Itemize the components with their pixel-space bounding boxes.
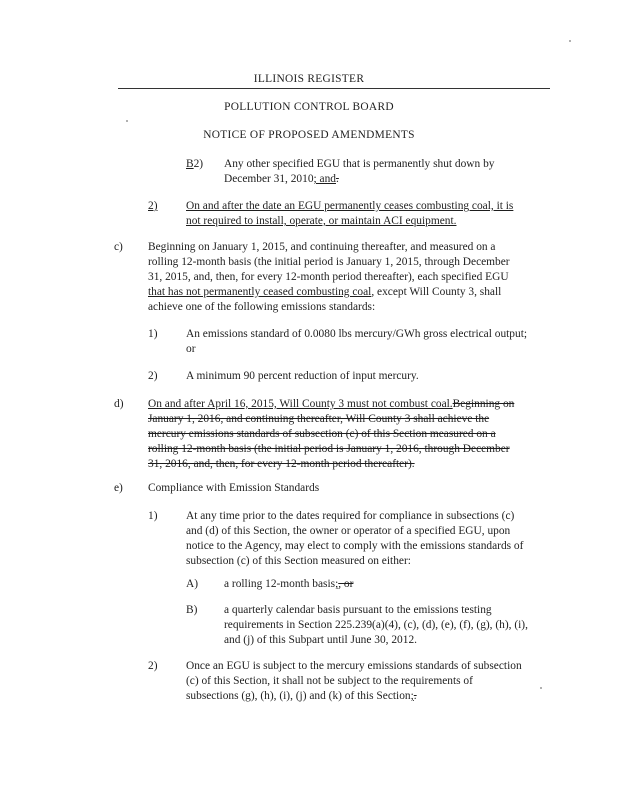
d-inserted: On and after April 16, 2015, Will County 3 must not combust coal. — [148, 398, 453, 410]
e-sub-2-line-3 — [186, 689, 417, 704]
e-sub-2-deleted: . — [413, 690, 417, 702]
c-line-3: 31, 2015, and, then, for every 12-month period thereafter), each specified EGU — [148, 271, 509, 283]
e-sub-2-inserted: ; — [410, 690, 414, 702]
header-rule — [118, 88, 550, 89]
c-line-1: Beginning on January 1, 2015, and continuing thereafter, and measured on a — [148, 241, 496, 253]
e-B-line-3: and (j) of this Subpart until June 30, 2012. — [224, 634, 417, 646]
d-deleted-2: January 1, 2016, and continuing thereafter, Will County 3 shall achieve the — [148, 413, 490, 425]
c-line-4 — [148, 285, 501, 300]
e-sub-2-line-1: Once an EGU is subject to the mercury emissions standards of subsection — [186, 660, 522, 672]
d-deleted-4: rolling 12-month basis (the initial period is January 1, 2016, through December — [148, 443, 510, 455]
b2-text: December 31, 2010 — [224, 173, 314, 185]
e-sub-2-label: 2) — [148, 660, 158, 672]
e-title: Compliance with Emission Standards — [148, 482, 320, 494]
item-2-aci-label: 2) — [148, 200, 158, 212]
b2-line-1: Any other specified EGU that is permanently shut down by — [224, 158, 495, 170]
e-sub-1-label: 1) — [148, 510, 158, 522]
item-b2-label — [186, 157, 203, 172]
d-deleted-3: mercury emissions standards of subsection (c) of this Section measured on a — [148, 428, 496, 440]
e-B-line-1: a quarterly calendar basis pursuant to the emissions testing — [224, 604, 492, 616]
b2-label-inserted: B — [186, 158, 194, 170]
scan-speck — [126, 120, 128, 122]
e-A-deleted: , or — [338, 578, 354, 590]
scan-speck — [569, 40, 571, 42]
b2-line-2 — [224, 172, 339, 187]
c-sub-1-label: 1) — [148, 328, 158, 340]
e-A-inserted: ; — [335, 578, 339, 590]
aci-line-1: On and after the date an EGU permanently ceases combusting coal, it is — [186, 200, 514, 212]
c-sub-2-line-1: A minimum 90 percent reduction of input mercury. — [186, 370, 419, 382]
c-line-5: achieve one of the following emissions standards: — [148, 301, 376, 313]
section-e-label: e) — [114, 482, 123, 494]
notice-title: NOTICE OF PROPOSED AMENDMENTS — [203, 129, 415, 141]
e-sub-1-line-2: and (d) of this Section, the owner or operator of a specified EGU, upon — [186, 525, 511, 537]
e-sub-1-line-4: subsection (c) of this Section measured on either: — [186, 555, 411, 567]
c-inserted: that has not permanently ceased combusting coal — [148, 286, 372, 298]
b2-label-rest: 2) — [193, 158, 204, 170]
e-A-body: a rolling 12-month basis — [224, 578, 336, 590]
scan-speck — [540, 687, 542, 689]
c-sub-1-line-2: or — [186, 343, 196, 355]
d-deleted-5: 31, 2016, and, then, for every 12-month period thereafter). — [148, 458, 415, 470]
e-sub-1-line-3: notice to the Agency, may elect to comply with the emissions standards of — [186, 540, 524, 552]
e-A-text — [224, 577, 353, 592]
e-sub-2-line-2: (c) of this Section, it shall not be subject to the requirements of — [186, 675, 473, 687]
d-deleted-1: Beginning on — [452, 398, 515, 410]
c-sub-1-line-1: An emissions standard of 0.0080 lbs mercury/GWh gross electrical output; — [186, 328, 528, 340]
board-title: POLLUTION CONTROL BOARD — [224, 101, 394, 113]
c-sub-2-label: 2) — [148, 370, 158, 382]
c-line-2: rolling 12-month basis (the initial period is January 1, 2015, through December — [148, 256, 510, 268]
section-c-label: c) — [114, 241, 123, 253]
section-d-label: d) — [114, 398, 124, 410]
e-sub-1-line-1: At any time prior to the dates required for compliance in subsections (c) — [186, 510, 515, 522]
b2-deleted: . — [335, 173, 339, 185]
b2-inserted: ; and — [313, 173, 336, 185]
e-B-label: B) — [186, 604, 198, 616]
register-title: ILLINOIS REGISTER — [253, 73, 365, 85]
c-line-4-rest: , except Will County 3, shall — [371, 286, 502, 298]
e-sub-2-body: subsections (g), (h), (i), (j) and (k) of this Section — [186, 690, 411, 702]
e-B-line-2: requirements in Section 225.239(a)(4), (c), (d), (e), (f), (g), (h), (i), — [224, 619, 528, 631]
e-A-label: A) — [186, 578, 199, 590]
d-line-1 — [148, 397, 514, 412]
aci-line-2: not required to install, operate, or maintain ACI equipment. — [186, 215, 457, 227]
